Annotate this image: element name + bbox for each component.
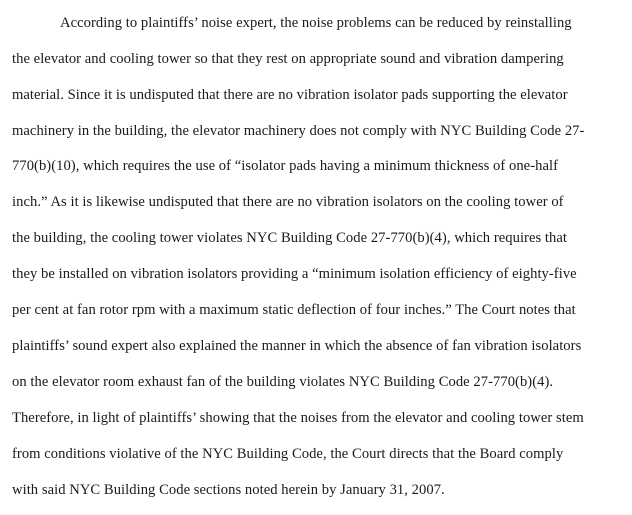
- paragraph-line-7: the building, the cooling tower violates NYC Building Code 27-770(b)(4), which requires that: [12, 230, 568, 246]
- paragraph-line-11: on the elevator room exhaust fan of the building violates NYC Building Code 27-770(b)(4).: [12, 374, 554, 390]
- paragraph-line-8: they be installed on vibration isolators providing a “minimum isolation efficiency of eighty-five: [12, 266, 577, 282]
- paragraph-line-14: with said NYC Building Code sections noted herein by January 31, 2007.: [12, 482, 445, 498]
- paragraph-line-2: the elevator and cooling tower so that they rest on appropriate sound and vibration dampering: [12, 51, 564, 67]
- paragraph-line-6: inch.” As it is likewise undisputed that there are no vibration isolators on the cooling tower of: [12, 194, 564, 210]
- paragraph-line-10: plaintiffs’ sound expert also explained the manner in which the absence of fan vibration isolators: [12, 338, 582, 354]
- paragraph-line-12: Therefore, in light of plaintiffs’ showing that the noises from the elevator and cooling tower stem: [12, 410, 584, 426]
- paragraph-line-4: machinery in the building, the elevator machinery does not comply with NYC Building Code 27-: [12, 123, 585, 139]
- paragraph-line-13: from conditions violative of the NYC Building Code, the Court directs that the Board comply: [12, 446, 564, 462]
- paragraph-line-3: material. Since it is undisputed that there are no vibration isolator pads supporting the elevator: [12, 87, 568, 103]
- paragraph-line-5: 770(b)(10), which requires the use of “isolator pads having a minimum thickness of one-half: [12, 158, 558, 174]
- paragraph-line-9: per cent at fan rotor rpm with a maximum static deflection of four inches.” The Court notes that: [12, 302, 576, 318]
- paragraph-line-1: According to plaintiffs’ noise expert, the noise problems can be reduced by reinstalling: [60, 15, 572, 31]
